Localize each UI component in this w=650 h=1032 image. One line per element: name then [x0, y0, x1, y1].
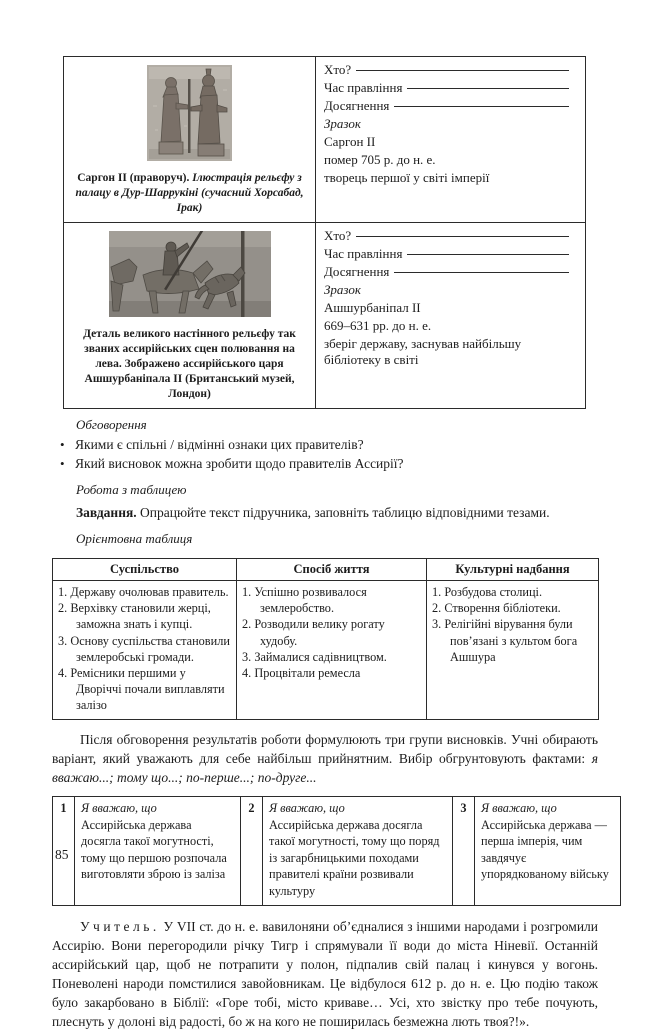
- lifestyle-point: Займалися садівництвом.: [254, 649, 387, 664]
- opinion-lead: Я вважаю, що: [481, 801, 557, 816]
- lion-hunt-image-caption: Деталь великого настінного рельєфу так званих ассирійських сцен полювання на лева. Зображено ассирійського царя Ашшурбаніпала II (Британський музей, Лондон): [83, 327, 296, 400]
- reign-field: Час правління: [324, 80, 577, 98]
- teacher-paragraph: Учитель. У VII ст. до н. е. вавилоняни об’єдналися з іншими народами і розгромили Ассирію. Вони перегородили річку Тигр і спрямували її води до міста Ніневії. Останній ассирійський цар, щоб не потрапити у полон, підпалив свій палац і кинувся у вогонь. Поневолені народи помстилися завойовникам. Це відбулося 612 р. до н. е. Цю подію також було закарбовано в Біблії: «Горе тобі, місто криваве… Усі, хто звістку про тебе почують, плеснуть у долоні від радості, бо ж на кого не поширилась безмежна лють твоя?!».: [52, 918, 598, 1030]
- discussion-bullet: • Якими є спільні / відмінні ознаки цих правителів?: [52, 436, 598, 455]
- society-cell: [53, 580, 237, 719]
- lifestyle-point: Успішно розвивалося землеробство.: [254, 584, 367, 616]
- blank-line: [356, 70, 569, 71]
- rulers-profile-table: [63, 56, 586, 409]
- sample-line: Ашшурбаніпал II: [324, 299, 421, 315]
- society-point: Ремісники першими у Дворіччі почали виплавляти залізо: [70, 665, 225, 713]
- opinion-lead: Я вважаю, що: [269, 801, 345, 816]
- page-number: 85: [55, 847, 69, 862]
- sample-line: Саргон II: [324, 134, 376, 149]
- option-1-cell: [75, 797, 241, 906]
- conclusions-intro-paragraph: Після обговорення результатів роботи формулюють три групи висновків. Учні обирають варіант, який уважають для себе найбільш прийнятним. Вибір обгрунтовують фактами: я вважаю...; тому що...; по-перше...; по-друге...: [52, 731, 598, 785]
- sargon-image-caption: Саргон II (праворуч). Ілюстрація рельєфу з палацу в Дур-Шаррукіні (сучасний Хорсабад, Ірак): [75, 172, 304, 214]
- orientation-table-caption: Орієнтовна таблиця: [76, 531, 193, 546]
- culture-point: Створення бібліотеки.: [444, 601, 561, 616]
- opinion-body: Ассирійська держава досягла такої могутності, тому що поряд із загарбницькими походами правителі країни розвивали культуру: [269, 817, 440, 899]
- reign-field: Час правління: [324, 246, 577, 264]
- achievement-field: Досягнення: [324, 98, 577, 116]
- blank-line: [394, 272, 569, 273]
- conclusion-options-table: [52, 796, 621, 906]
- teacher-label: Учитель.: [80, 918, 160, 934]
- discussion-bullet-list: [52, 436, 598, 473]
- culture-point: Релігійні вірування були пов’язані з культом бога Ашшура: [444, 617, 578, 664]
- blank-line: [407, 254, 569, 255]
- culture-point: Розбудова столиці.: [444, 584, 543, 599]
- lion-hunt-image-cell: [64, 222, 316, 408]
- lifestyle-point: Розводили велику рогату худобу.: [254, 617, 385, 648]
- society-point: Державу очолював правитель.: [70, 584, 229, 599]
- lifestyle-cell: [237, 580, 427, 719]
- sargon-image-cell: [64, 57, 316, 223]
- textbook-page: [52, 56, 609, 1032]
- table-row: [64, 222, 586, 408]
- table-row: [64, 57, 586, 223]
- society-point: Основу суспільства становили землеробські громади.: [70, 633, 230, 664]
- blank-line: [356, 236, 569, 237]
- sample-line: творець першої у світі імперії: [324, 170, 490, 185]
- option-number: 1: [53, 797, 75, 906]
- lion-hunt-relief-image: [109, 231, 271, 317]
- option-3-cell: [475, 797, 621, 906]
- opinion-lead: Я вважаю, що: [81, 801, 157, 816]
- blank-line: [407, 88, 569, 89]
- opinion-body: Ассирійська держава — перша імперія, чим завдячує упорядкованому війську: [481, 817, 609, 882]
- sample-line: помер 705 р. до н. е.: [324, 152, 436, 167]
- sample-label: Зразок: [324, 281, 361, 297]
- who-field: Хто?: [324, 228, 577, 246]
- society-point: Верхівку становили жерці, заможна знать і купці.: [70, 601, 211, 632]
- column-header-culture: Культурні надбання: [427, 558, 599, 580]
- task-label: Завдання.: [76, 505, 137, 521]
- orientation-table: [52, 558, 599, 720]
- work-with-table-heading: Робота з таблицею: [76, 481, 187, 497]
- who-field: Хто?: [324, 62, 577, 80]
- achievement-field: Досягнення: [324, 264, 577, 282]
- task-line: Завдання. Опрацюйте текст підручника, заповніть таблицю відповідними тезами.: [76, 505, 550, 521]
- opinion-body: Ассирійська держава досягла такої могутності, тому що першою розпочала виготовляти зброю із заліза: [81, 817, 227, 882]
- lifestyle-point: Процвітали ремесла: [254, 665, 361, 680]
- table-row: [53, 797, 621, 906]
- culture-cell: [427, 580, 599, 719]
- table-header-row: [53, 558, 599, 580]
- discussion-heading: Обговорення: [76, 416, 147, 432]
- column-header-lifestyle: Спосіб життя: [237, 558, 427, 580]
- blank-line: [394, 106, 569, 107]
- option-2-cell: [263, 797, 453, 906]
- sargon-fields-cell: [316, 57, 586, 223]
- table-row: [53, 580, 599, 719]
- discussion-bullet: • Який висновок можна зробити щодо правителів Ассирії?: [52, 455, 598, 474]
- column-header-society: Суспільство: [53, 558, 237, 580]
- sample-lines: [324, 134, 577, 188]
- option-number: 3: [453, 797, 475, 906]
- option-number: 2: [241, 797, 263, 906]
- sargon-relief-image: [147, 65, 232, 161]
- sample-line: зберіг державу, заснував найбільшу бібліотеку в світі: [324, 335, 522, 367]
- sample-line: 669–631 рр. до н. е.: [324, 317, 432, 333]
- sample-lines: [324, 299, 577, 367]
- ashurbanipal-fields-cell: [316, 222, 586, 408]
- sample-label: Зразок: [324, 116, 361, 131]
